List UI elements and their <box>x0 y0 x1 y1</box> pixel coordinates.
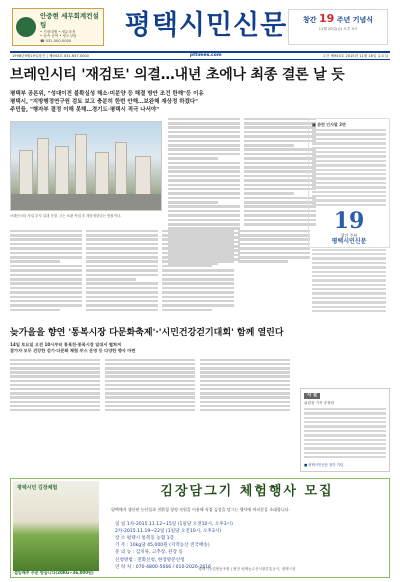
festival-body <box>10 359 290 413</box>
building <box>115 142 127 196</box>
kimchi-photo <box>13 481 99 571</box>
ad-detail: 2차-2015.11.19~22일 (1일당 오전10시, 오후3시) <box>115 529 222 535</box>
lead-story <box>10 118 390 308</box>
consulting-logo-icon <box>16 17 36 37</box>
body-column <box>162 230 234 313</box>
site-link[interactable]: pttimes.com <box>189 52 222 58</box>
anniv-number: 19 <box>318 12 335 25</box>
anniversary-emblem <box>312 209 386 246</box>
ad-title: 김장담그기 체험행사 모집 <box>160 484 334 499</box>
ad-detail: 신청방법 : 전화신청, 현장방문신청 <box>115 557 185 563</box>
anniversary-box <box>308 118 390 248</box>
building <box>19 150 33 196</box>
lead-headline[interactable]: 브레인시티 '재검토' 의결…내년 초에나 최종 결론 날 듯 <box>10 67 345 83</box>
photo-caption: 브레인시티 사업 부지 일대 전경. 시는 보완 작업 후 재상정한다는 방침이다. <box>10 213 122 218</box>
body-column <box>10 359 100 413</box>
kimchi-photo-label: 평택시민 김장체험 <box>17 485 58 491</box>
anniversary-paper: 평택시민신문 <box>331 238 367 246</box>
subhead: 참가자 모두 건강한 걷기·다문화 체험 부스 운영 등 다양한 행사 마련 <box>10 348 136 354</box>
editorial-mini-note: ■ 평택시민신문 창간 기념 <box>304 463 344 468</box>
ad-title: 안중현 세무회계컨설팅 <box>40 12 99 29</box>
ad-detail: 기 주 : 10kg당 45,000원 (지역농산 전국배송) <box>115 543 210 549</box>
anniversary-announcement <box>288 9 388 45</box>
subhead: 14일 토요일 오전 10시부터 통복천·통복시장 일대서 펼쳐져 <box>10 342 121 348</box>
ad-line: ☎ 031-000-0000 <box>40 39 72 44</box>
kimchi-caption: 절임배추 주문 받습니다(20KG~36,000원) <box>14 570 94 575</box>
lead-body-columns-lower <box>10 230 310 313</box>
anniversary-label: 창간 주년 <box>340 233 358 239</box>
building <box>135 156 151 196</box>
ad-line: • 기장대행 • 세무조정 <box>40 29 76 34</box>
ad-line: • 상속·증여 • 양도상담 <box>40 34 77 39</box>
subhead: 평택부 공론위, "성대이전 불확실성 해소·미분양 등 해결 방안 조건 한해"등 이유 <box>10 90 204 97</box>
body-column <box>10 230 82 313</box>
building <box>55 146 69 196</box>
ad-footer: 평택시농업협동조합 | 협찬 평택농수산식품유통공사, 평택시청 <box>198 567 296 571</box>
anniv-prefix: 창간 <box>303 16 317 24</box>
festival-story <box>10 327 290 413</box>
issue-bar <box>10 51 390 60</box>
lead-subheads <box>10 90 390 115</box>
body-column <box>238 230 310 313</box>
ad-intro: 평택에서 생산된 농산물과 친환경 청정 자원을 이용해 직접 김장을 담그는 행사에 여러분을 초대합니다. <box>111 507 290 512</box>
festival-headline[interactable]: 늦가을을 향연 '통복시장 다문화축제'·'시민건강걷기대회' 함께 열린다 <box>10 328 284 338</box>
anniv-suffix: 주년 기념식 <box>336 16 373 24</box>
body-column <box>105 359 195 413</box>
ad-detail: 연 락 처 : 070-4800-5666 / 010-2026-2616 <box>115 564 212 570</box>
anniv-date: 11월 20일(금) 오후 3시 <box>318 26 358 31</box>
editorial-byline: 위원장 기자 송정화 <box>304 400 335 405</box>
issue-date: 주간 제943호 2015년 11월 18일 수요일 <box>322 53 388 58</box>
issue-info: 1998년9월19일창간 | 제943호 031.657.0000 <box>12 53 89 58</box>
masthead <box>10 6 390 48</box>
editorial-box <box>300 388 390 472</box>
city-photo[interactable] <box>10 121 162 211</box>
newspaper-logo[interactable]: 평택시민신문 <box>124 10 288 41</box>
building <box>75 134 87 196</box>
subhead: 평택시, "지방행정연구원 검토 보고 충분히 한번 안해…보완해 재상정 하겠다" <box>10 99 199 106</box>
festival-subheads <box>10 342 290 355</box>
editorial-tag: 사 설 <box>304 393 320 399</box>
tax-consulting-ad[interactable] <box>12 8 104 46</box>
building <box>37 138 49 196</box>
ad-details <box>115 521 385 571</box>
ad-detail: 일 일 1차-2015.11.12~15일 (1일당 오전10시, 오후3시) <box>115 522 233 527</box>
road <box>11 194 161 210</box>
body-column <box>86 230 158 313</box>
body-column <box>200 359 290 413</box>
kimchi-event-ad[interactable] <box>10 478 390 578</box>
anniversary-number: 19 <box>333 208 365 235</box>
ad-detail: 문 의 농 : 김치류, 고추장, 된장 등 <box>115 550 183 556</box>
building <box>95 152 109 196</box>
subhead: 주민들, "행자부 결정 이해 못해…경기도·평택시 적극 나서야" <box>10 107 160 114</box>
related-note: ■ 관련 인사말 2면 <box>312 121 346 127</box>
ad-detail: 장 소 평택시 통복동 농협 1층 <box>115 536 175 542</box>
